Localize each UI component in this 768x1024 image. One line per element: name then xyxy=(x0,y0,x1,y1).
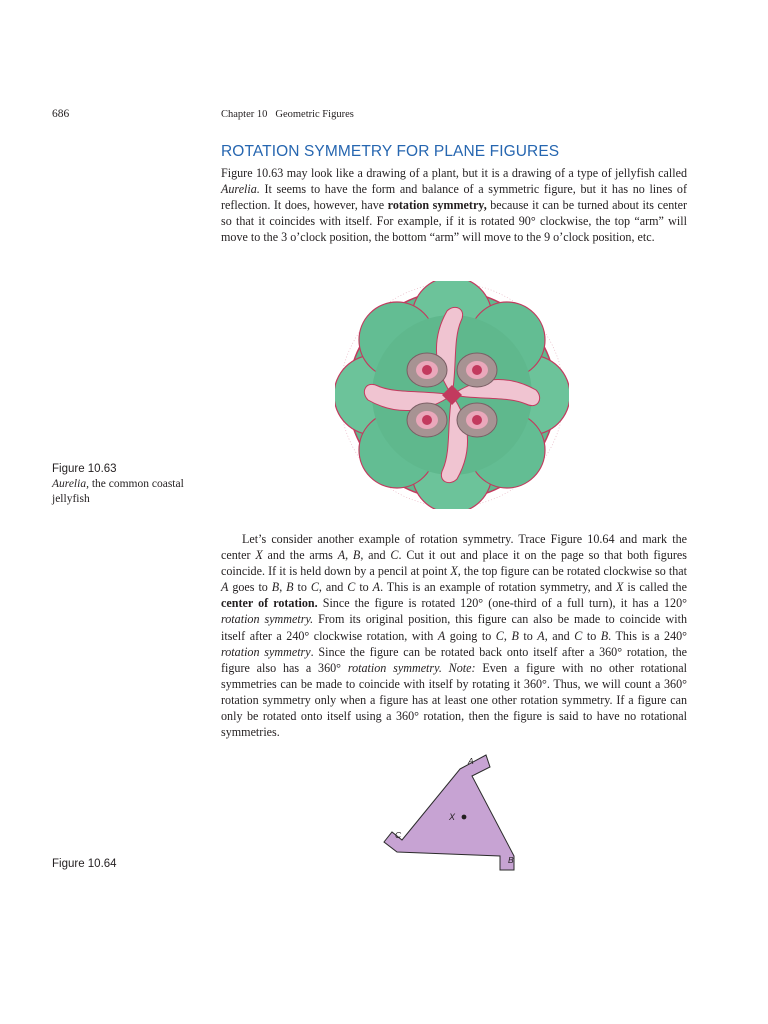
figure-10-63-caption: Figure 10.63 Aurelia, the common coastal jellyfish xyxy=(52,462,212,507)
figure-label: Figure 10.64 xyxy=(52,858,117,870)
figure-10-64-caption xyxy=(52,857,117,872)
intro-paragraph: Figure 10.63 may look like a drawing of a plant, but it is a drawing of a type of jellyfish called Aurelia. It seems to have the form and balance of a symmetric figure, but it has no lines of reflection. It does, however, have rotation symmetry, because it can be turned about its center so that it coincides with itself. For example, if it is rotated 90° clockwise, the top “arm” will move to the 3 o’clock position, the bottom “arm” will move to the 9 o’clock position, etc. xyxy=(221,166,687,245)
chapter-title: Geometric Figures xyxy=(275,109,354,120)
point-label-c: C xyxy=(395,830,402,840)
jellyfish-illustration xyxy=(335,281,569,509)
rotation-paragraph: Let’s consider another example of rotation symmetry. Trace Figure 10.64 and mark the center X and the arms A, B, and C. Cut it out and place it on the page so that both figures coincide. If it is held down by a pencil at point X, the top figure can be rotated clockwise so that A goes to B, B to C, and C to A. This is an example of rotation symmetry, and X is called the center of rotation. Since the figure is rotated 120° (one-third of a full turn), it has a 120° rotation symmetry. From its original position, this figure can also be made to coincide with itself after a 240° clockwise rotation, with A going to C, B to A, and C to B. This is a 240° rotation symmetry. Since the figure can be rotated back onto itself after a 360° rotation, the figure also has a 360° rotation symmetry. Note: Even a figure with no other rotational symmetries can be made to coincide with itself by rotating it 360°. Thus, we will count a 360° rotation symmetry only when a figure has at least one other rotation symmetry. If a figure can only be rotated onto itself using a 360° rotation, then the figure is said to have no rotational symmetries. xyxy=(221,532,688,740)
point-label-b: B xyxy=(508,855,514,865)
section-title: ROTATION SYMMETRY FOR PLANE FIGURES xyxy=(221,143,560,160)
chapter-number: Chapter 10 xyxy=(221,109,268,120)
center-point xyxy=(462,815,467,820)
center-label-x: X xyxy=(449,812,456,822)
rotation-triangle-figure xyxy=(378,740,528,876)
point-label-a: A xyxy=(468,756,474,766)
figure-label: Figure 10.63 xyxy=(52,463,117,475)
running-head xyxy=(221,109,354,120)
page-number: 686 xyxy=(52,108,70,120)
